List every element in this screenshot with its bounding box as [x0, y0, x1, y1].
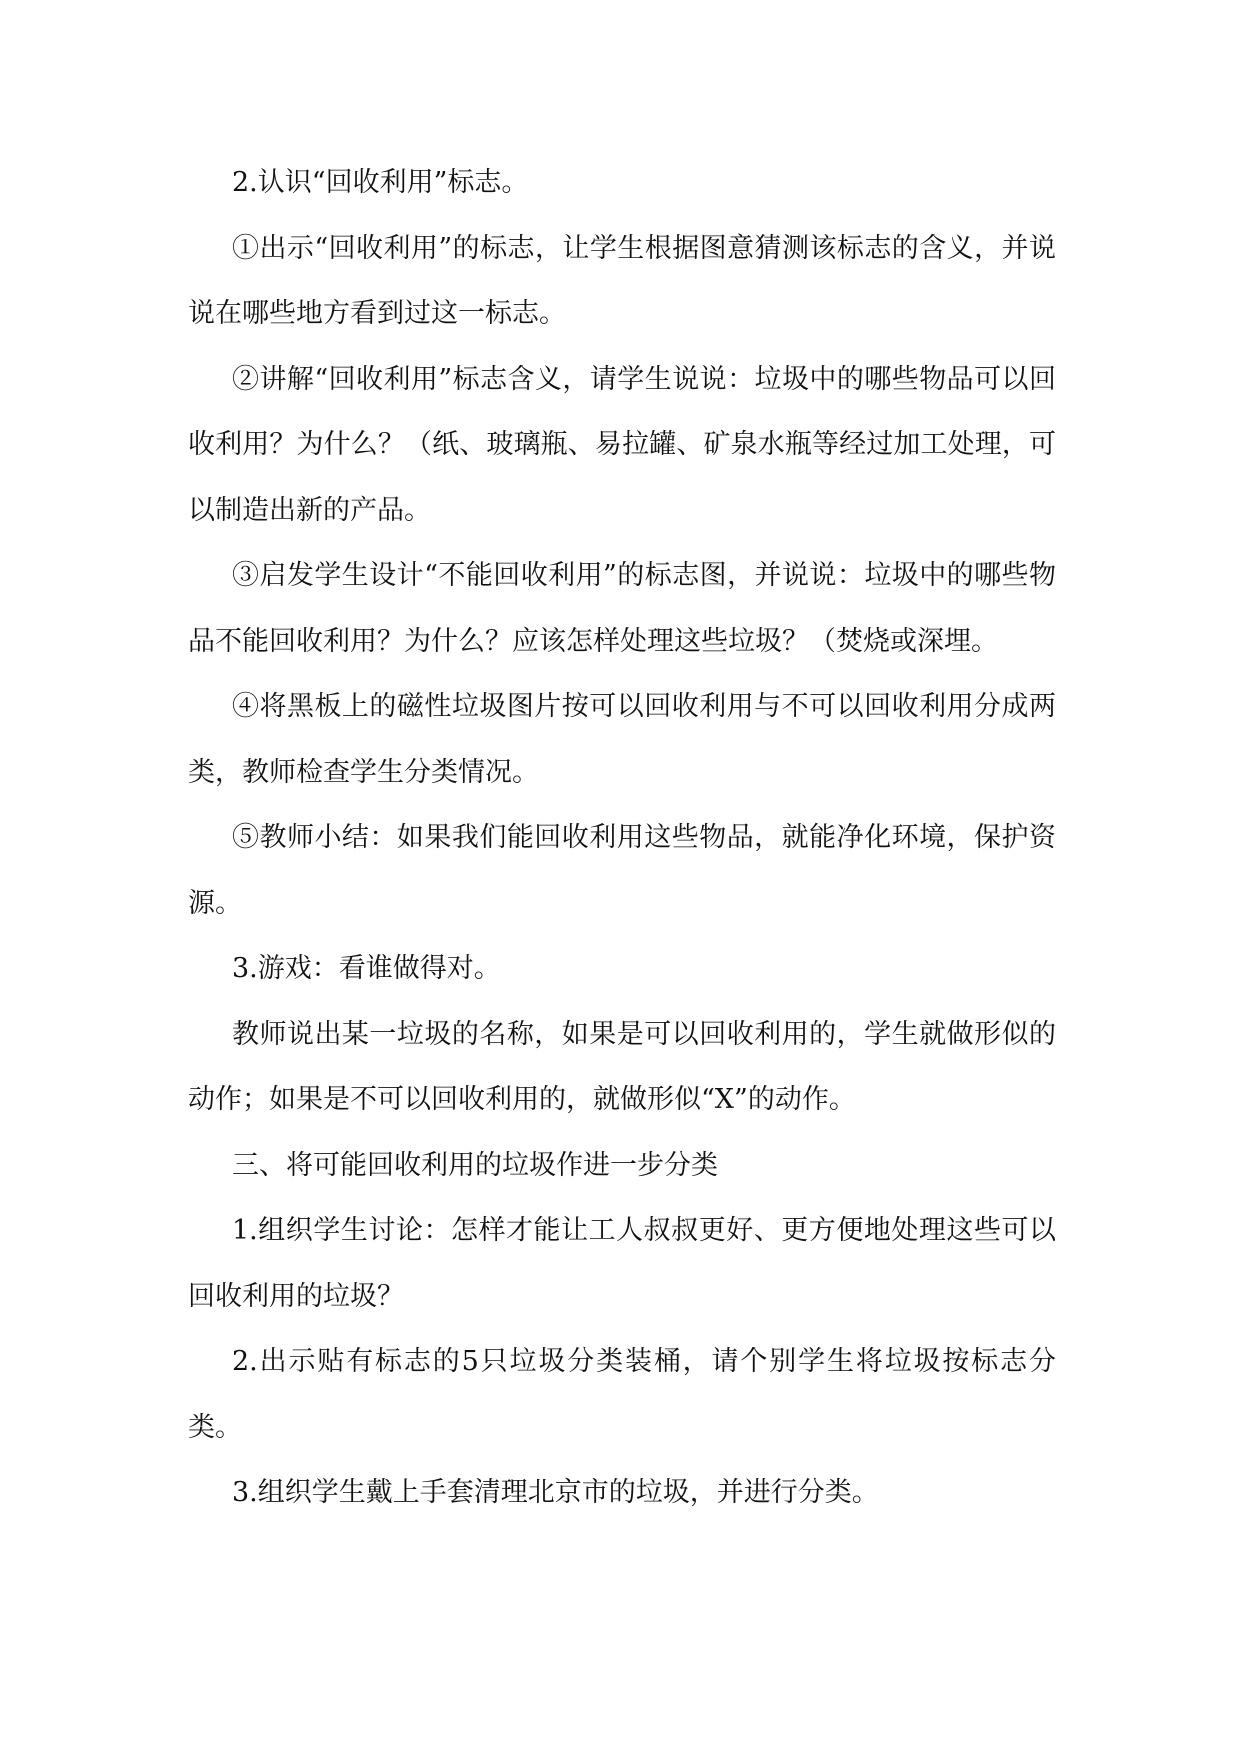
paragraph-item-3: ③启发学生设计“不能回收利用”的标志图，并说说：垃圾中的哪些物品不能回收利用？为什么？应该怎样处理这些垃圾？（焚烧或深埋。 [188, 560, 1056, 657]
paragraph-step-3: 3.组织学生戴上手套清理北京市的垃圾，并进行分类。 [232, 1477, 879, 1508]
paragraph-item-1: ①出示“回收利用”的标志，让学生根据图意猜测该标志的含义，并说说在哪些地方看到过这一标志。 [188, 232, 1056, 329]
paragraph-step-1: 1.组织学生讨论：怎样才能让工人叔叔更好、更方便地处理这些可以回收利用的垃圾？ [188, 1215, 1056, 1312]
paragraph-item-2: ②讲解“回收利用”标志含义，请学生说说：垃圾中的哪些物品可以回收利用？为什么？（纸、玻璃瓶、易拉罐、矿泉水瓶等经过加工处理，可以制造出新的产品。 [188, 363, 1056, 526]
paragraph-item-4: ④将黑板上的磁性垃圾图片按可以回收利用与不可以回收利用分成两类，教师检查学生分类情况。 [188, 691, 1056, 788]
paragraph-section-2-heading: 2.认识“回收利用”标志。 [232, 167, 529, 198]
paragraph-step-2: 2.出示贴有标志的5只垃圾分类装桶，请个别学生将垃圾按标志分类。 [188, 1346, 1056, 1443]
document-body [188, 150, 1056, 1526]
paragraph-item-5: ⑤教师小结：如果我们能回收利用这些物品，就能净化环境，保护资源。 [188, 822, 1056, 919]
paragraph-game-description: 教师说出某一垃圾的名称，如果是可以回收利用的，学生就做形似的动作；如果是不可以回收利用的，就做形似“X”的动作。 [188, 1018, 1056, 1115]
paragraph-section-3-heading: 3.游戏：看谁做得对。 [232, 953, 501, 984]
paragraph-part-3-heading: 三、将可能回收利用的垃圾作进一步分类 [232, 1149, 718, 1181]
